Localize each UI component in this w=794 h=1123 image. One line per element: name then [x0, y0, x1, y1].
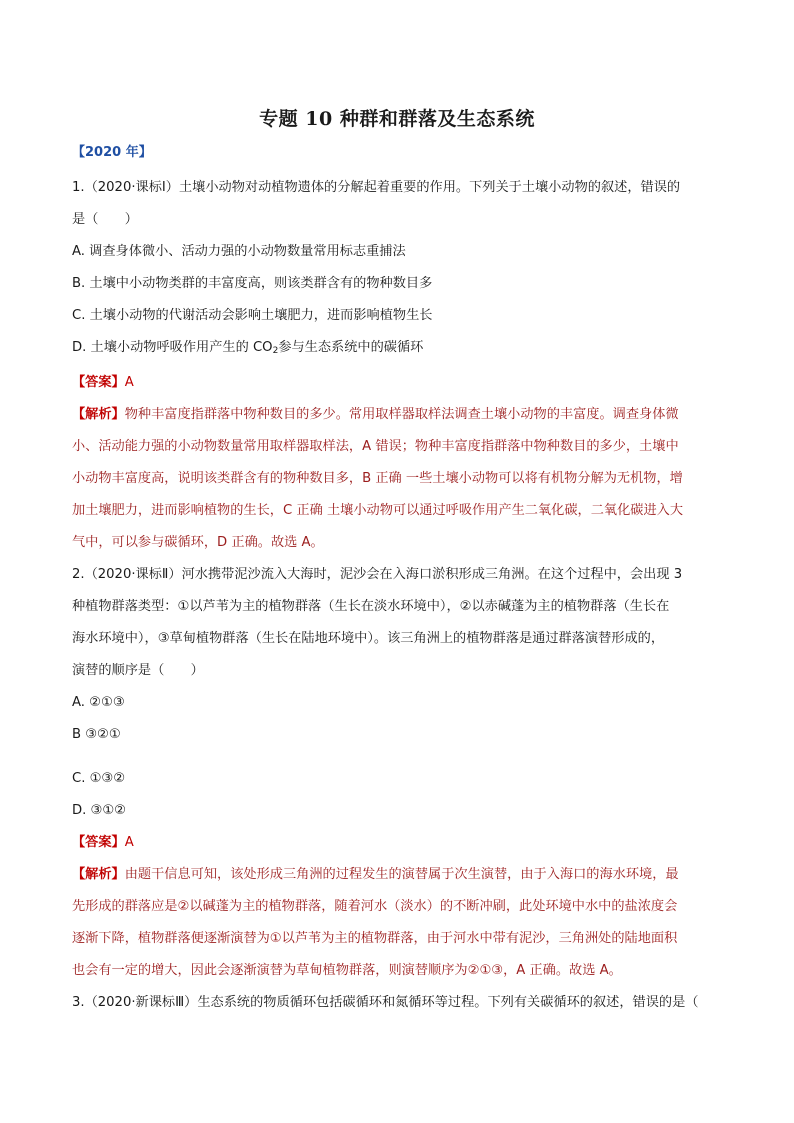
- spacer: [72, 751, 722, 763]
- q2-stem-line-2: 种植物群落类型：①以芦苇为主的植物群落（生长在淡水环境中），②以赤碱蓬为主的植物群落（生长在: [72, 599, 670, 614]
- q1-analysis-line-4: 加土壤肥力，进而影响植物的生长，C 正确 土壤小动物可以通过呼吸作用产生二氧化碳，二氧化碳进入大: [72, 503, 684, 518]
- q1-option-b: B. 土壤中小动物类群的丰富度高，则该类群含有的物种数目多: [72, 276, 433, 291]
- q2-option-b: B ③②①: [72, 727, 121, 742]
- q1-option-c: C. 土壤小动物的代谢活动会影响土壤肥力，进而影响植物生长: [72, 308, 433, 323]
- question-2: [72, 559, 722, 987]
- q1-analysis-text-1: 物种丰富度指群落中物种数目的多少。常用取样器取样法调查土壤小动物的丰富度。调查身体微: [124, 407, 679, 422]
- q1-answer: [72, 367, 722, 399]
- page-title: 专题 10 种群和群落及生态系统: [259, 108, 535, 130]
- q1-option-a: A. 调查身体微小、活动力强的小动物数量常用标志重捕法: [72, 244, 406, 259]
- question-1: [72, 172, 722, 559]
- q1-analysis-line-3: 小动物丰富度高，说明该类群含有的物种数目多，B 正确 一些土壤小动物可以将有机物分解为无机物，增: [72, 471, 683, 486]
- q2-analysis-tag: 【解析】: [72, 867, 125, 882]
- q1-answer-value: A: [124, 375, 134, 390]
- q1-option-d-post: 参与生态系统中的碳循环: [278, 340, 424, 355]
- q2-stem-line-1: 2.（2020·课标Ⅱ）河水携带泥沙流入大海时，泥沙会在入海口淤积形成三角洲。在这个过程中，会出现 3: [72, 567, 683, 582]
- q2-answer: [72, 827, 722, 859]
- q2-option-c: C. ①③②: [72, 771, 126, 786]
- q2-analysis-line-2: 先形成的群落应是②以碱蓬为主的植物群落，随着河水（淡水）的不断冲刷，此处环境中水中的盐浓度会: [72, 899, 678, 914]
- q2-stem-line-3: 海水环境中），③草甸植物群落（生长在陆地环境中）。该三角洲上的植物群落是通过群落演替形成的，: [72, 631, 665, 646]
- q2-analysis-line-4: 也会有一定的增大，因此会逐渐演替为草甸植物群落，则演替顺序为②①③，A 正确。故选 A。: [72, 963, 622, 978]
- q1-analysis-line-5: 气中，可以参与碳循环，D 正确。故选 A。: [72, 535, 324, 550]
- q1-analysis-line-2: 小、活动能力强的小动物数量常用取样器取样法，A 错误；物种丰富度指群落中物种数目的多少，土壤中: [72, 439, 679, 454]
- q1-option-d-sub: 2: [272, 346, 279, 356]
- q1-analysis-line-1: [72, 399, 722, 431]
- q2-analysis-text-1: 由题干信息可知，该处形成三角洲的过程发生的演替属于次生演替，由于入海口的海水环境，最: [124, 867, 679, 882]
- q2-analysis-line-1: [72, 859, 722, 891]
- year-tag: 【2020 年】: [72, 145, 152, 160]
- q2-answer-tag: 【答案】: [72, 835, 125, 850]
- q1-analysis-tag: 【解析】: [72, 407, 125, 422]
- q1-option-d-pre: D. 土壤小动物呼吸作用产生的 CO: [72, 340, 273, 355]
- q2-stem-line-4: 演替的顺序是（ ）: [72, 663, 204, 678]
- q1-answer-tag: 【答案】: [72, 375, 125, 390]
- q2-option-d: D. ③①②: [72, 803, 127, 818]
- q1-stem-line-1: 1.（2020·课标Ⅰ）土壤小动物对动植物遗体的分解起着重要的作用。下列关于土壤小动物的叙述，错误的: [72, 180, 681, 195]
- q2-analysis-line-3: 逐渐下降，植物群落便逐渐演替为①以芦苇为主的植物群落，由于河水中带有泥沙，三角洲处的陆地面积: [72, 931, 678, 946]
- q3-stem-line-1: 3.（2020·新课标Ⅲ）生态系统的物质循环包括碳循环和氮循环等过程。下列有关碳循环的叙述，错误的是（: [72, 995, 699, 1010]
- q2-answer-value: A: [124, 835, 134, 850]
- question-3: [72, 987, 722, 1019]
- q2-option-a: A. ②①③: [72, 695, 125, 710]
- q1-option-d: [72, 332, 722, 367]
- q1-stem-line-2: 是（ ）: [72, 212, 138, 227]
